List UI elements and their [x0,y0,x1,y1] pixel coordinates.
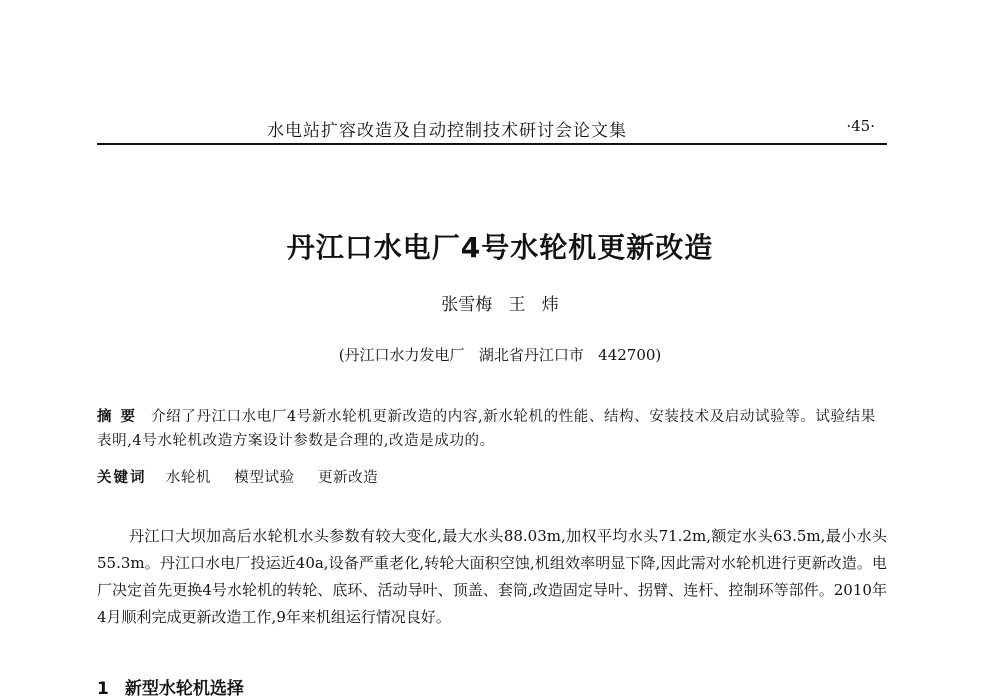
authors: 张雪梅 王 炜 [441,295,559,315]
section-number: 1 [97,679,109,699]
affiliation: (丹江口水力发电厂 湖北省丹江口市 442700) [338,346,662,364]
keywords [97,466,887,487]
article-title: 丹江口水电厂4号水轮机更新改造 [286,231,714,264]
running-header [97,113,887,145]
keywords-label: 关键词 [97,470,147,486]
keyword: 更新改造 [317,470,379,486]
page-number: ·45· [846,117,875,135]
running-title: 水电站扩容改造及自动控制技术研讨会论文集 [267,121,627,141]
keyword: 模型试验 [234,470,295,486]
keyword: 水轮机 [165,470,212,486]
body-paragraph: 丹江口大坝加高后水轮机水头参数有较大变化,最大水头88.03m,加权平均水头71.2m,额定水头63.5m,最小水头55.3m。丹江口水电厂投运近40a,设备严重老化,转轮大面积空蚀,机组效率明显下降,因此需对水轮机进行更新改造。电厂决定首先更换4号水轮机的转轮、底环、活动导叶、顶盖、套筒,改造固定导叶、拐臂、连杆、控制环等部件。2010年4月顺利完成更新改造工作,9年来机组运行情况良好。 [97,527,887,626]
abstract [97,405,887,453]
section-heading [97,674,244,699]
section-title: 新型水轮机选择 [124,679,244,699]
abstract-text: 介绍了丹江口水电厂4号新水轮机更新改造的内容,新水轮机的性能、结构、安装技术及启动试验等。试验结果表明,4号水轮机改造方案设计参数是合理的,改造是成功的。 [97,409,876,449]
abstract-label: 摘 要 [97,409,138,425]
